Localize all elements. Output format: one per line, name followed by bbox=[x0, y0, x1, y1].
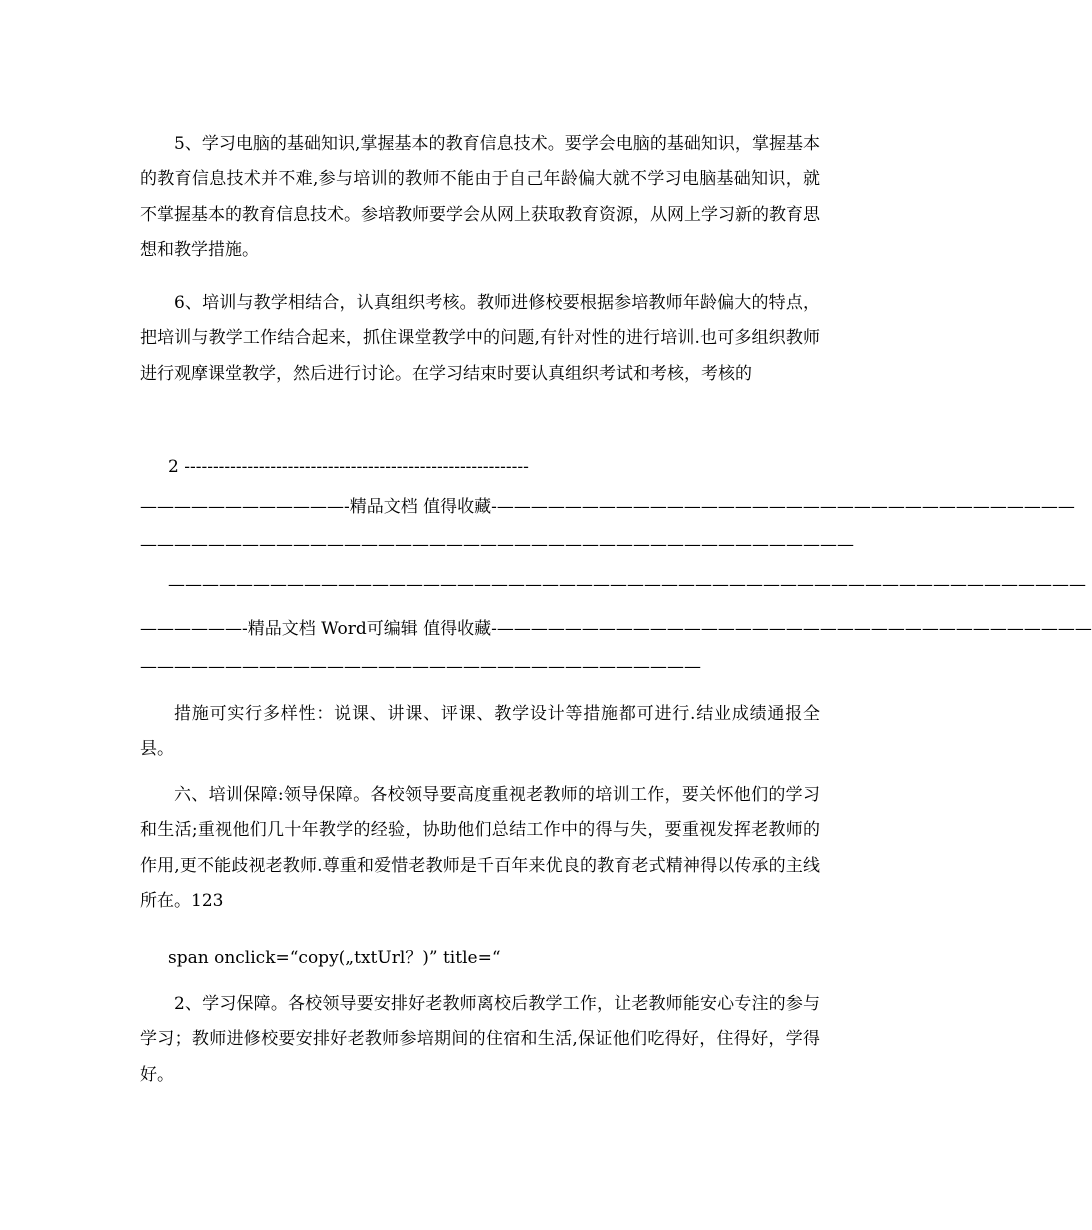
code-line: span onclick=“copy(„txtUrl？)” title=“ bbox=[168, 948, 501, 968]
paragraph-guarantee: 六、培训保障:领导保障。各校领导要高度重视老教师的培训工作，要关怀他们的学习和生活;重视他们几十年教学的经验，协助他们总结工作中的得与失，要重视发挥老教师的作用,更不能歧视老教师.尊重和爱惜老教师是千百年来优良的教育老式精神得以传承的主线所在。123 bbox=[140, 785, 820, 911]
separator-1-line-3: —————————————————————————————————————————— bbox=[140, 535, 854, 555]
paragraph-measures: 措施可实行多样性：说课、讲课、评课、教学设计等措施都可进行.结业成绩通报全县。 bbox=[140, 704, 820, 760]
separator-2-line-1: —————————————————————————————————————————————————————— bbox=[168, 575, 1086, 595]
separator-2-line-3: ————————————————————————————————— bbox=[140, 657, 701, 677]
separator-2-line-2: ——————-精品文档 Word可编辑 值得收藏-——————————————————————————————————— bbox=[140, 619, 1092, 639]
paragraph-6: 6、培训与教学相结合，认真组织考核。教师进修校要根据参培教师年龄偏大的特点，把培训与教学工作结合起来，抓住课堂教学中的问题,有针对性的进行培训.也可多组织教师进行观摩课堂教学，然后进行讨论。在学习结束时要认真组织考试和考核，考核的 bbox=[140, 293, 820, 384]
paragraph-5: 5、学习电脑的基础知识,掌握基本的教育信息技术。要学会电脑的基础知识，掌握基本的教育信息技术并不难,参与培训的教师不能由于自己年龄偏大就不学习电脑基础知识，就不掌握基本的教育信息技术。参培教师要学会从网上获取教育资源，从网上学习新的教育思想和教学措施。 bbox=[140, 134, 820, 260]
separator-1-line-2: ————————————-精品文档 值得收藏-—————————————————————————————————— bbox=[140, 497, 1075, 517]
separator-1-line-1: 2 ------------------------------------------------------------ bbox=[168, 457, 529, 477]
paragraph-study: 2、学习保障。各校领导要安排好老教师离校后教学工作，让老教师能安心专注的参与学习；教师进修校要安排好老教师参培期间的住宿和生活,保证他们吃得好，住得好，学得好。 bbox=[140, 994, 820, 1085]
